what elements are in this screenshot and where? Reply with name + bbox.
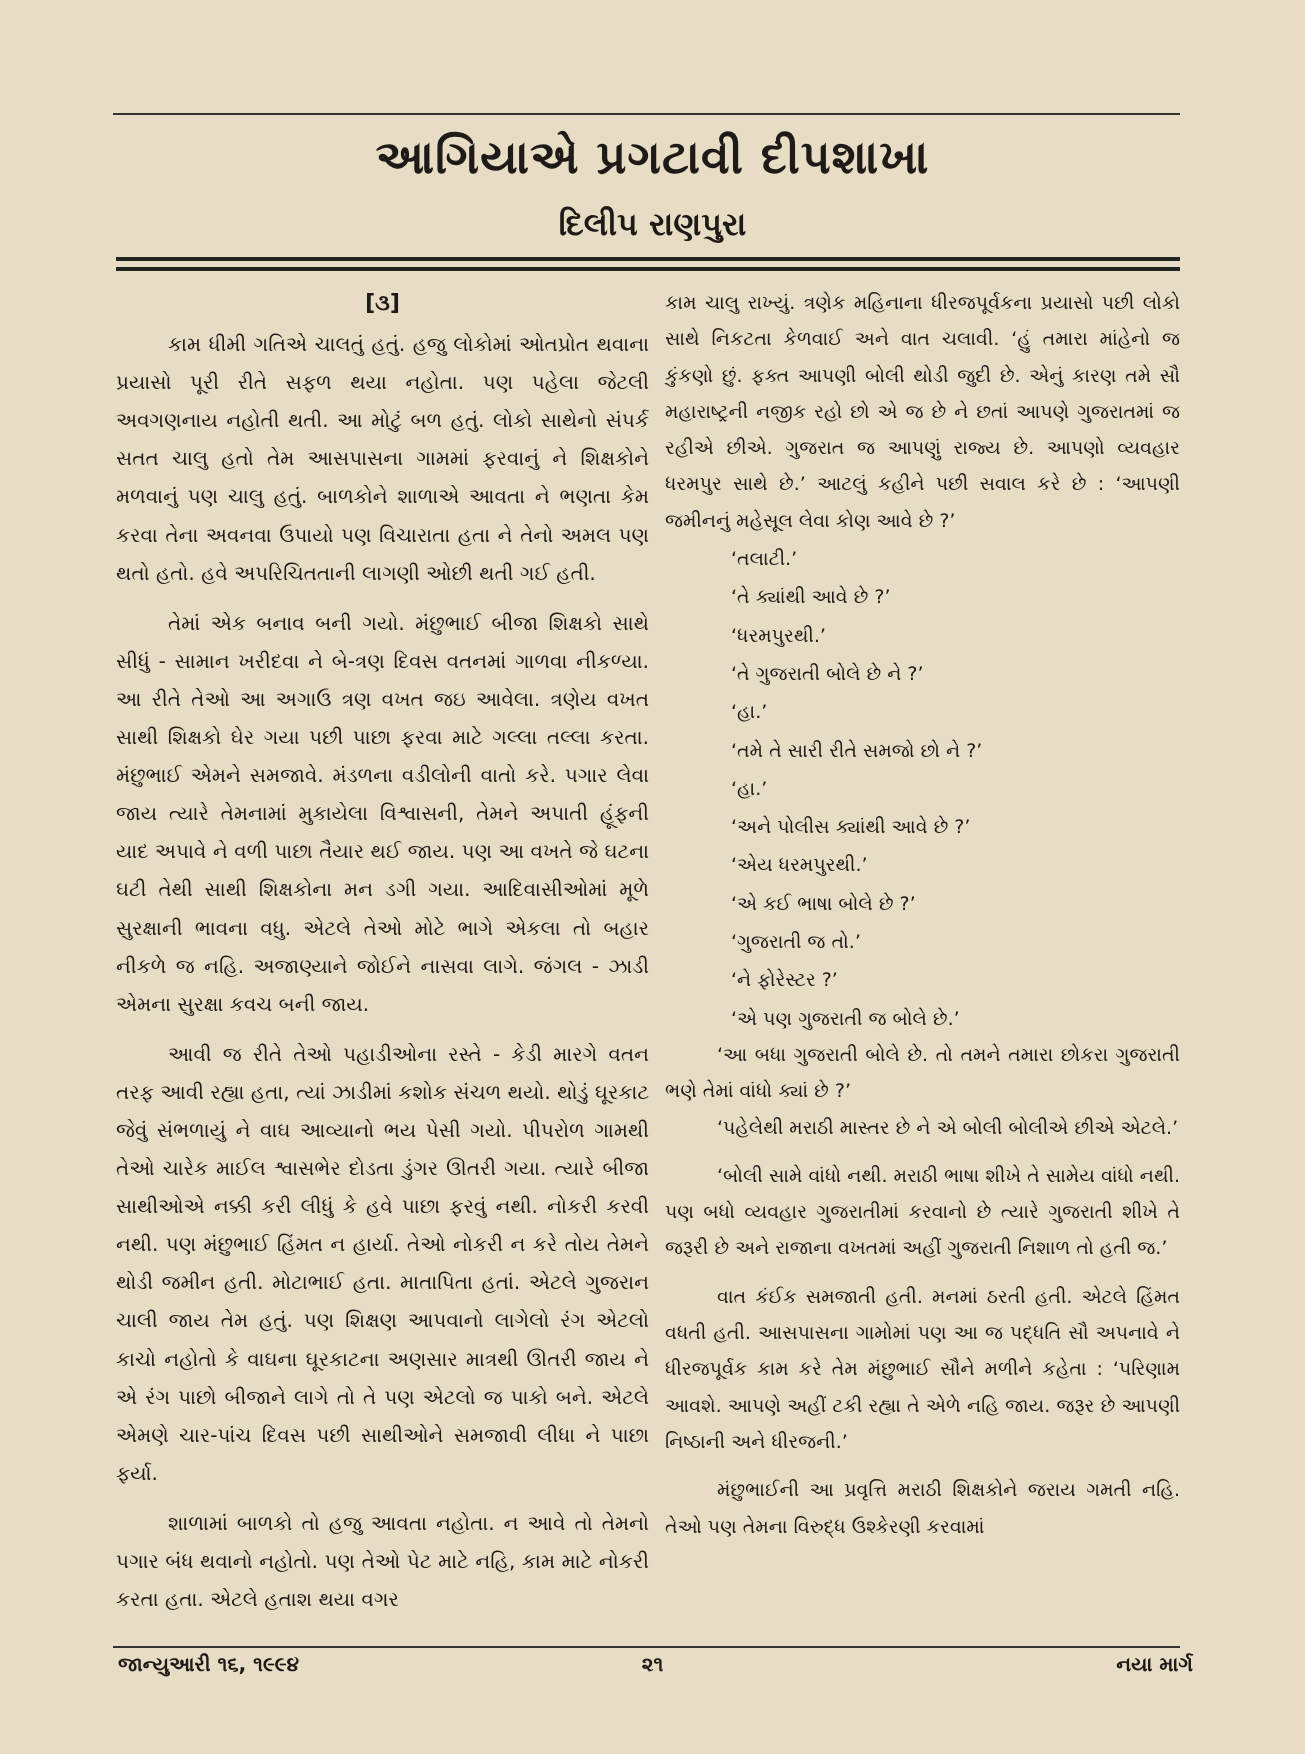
paragraph: ‘પહેલેથી મરાઠી માસ્તર છે ને એ બોલી બોલીએ છીએ એટલે.’	[717, 1116, 1179, 1139]
dialogue-line: ‘અને પોલીસ ક્યાંથી આવે છે ?’	[731, 816, 971, 839]
dialogue-line: ‘એય ધરમપુરથી.’	[731, 854, 868, 877]
paragraph: વાત કંઈક સમજાતી હતી. મનમાં ઠરતી હતી. એટલે હિંમત વધતી હતી. આસપાસના ગામોમાં પણ આ જ પદ્ધતિ સૌ અપનાવે ને ધીરજપૂર્વક કામ કરે તેમ મંછુભાઈ સૌને મળીને કહેતા : ‘પરિણામ આવશે. આપણે અહીં ટકી રહ્યા તે એળે નહિ જાય. જરૂર છે આપણી નિષ્ઠાની અને ધીરજની.’	[665, 1285, 1180, 1453]
dialogue-line: ‘ગુજરાતી જ તો.’	[731, 931, 861, 954]
dialogue-line: ‘હા.’	[731, 701, 768, 724]
footer-date: જાન્યુઆરી ૧૬, ૧૯૯૪	[118, 1652, 300, 1676]
top-rule	[113, 113, 1180, 115]
paragraph: શાળામાં બાળકો તો હજુ આવતા નહોતા. ન આવે તો તેમનો પગાર બંધ થવાનો નહોતો. પણ તેઓ પેટ માટે નહિ, કામ માટે નોકરી કરતા હતા. એટલે હતાશ થયા વગર	[116, 1510, 649, 1612]
title-double-rule-upper	[116, 257, 1180, 261]
paragraph: આવી જ રીતે તેઓ પહાડીઓના રસ્તે - કેડી મારગે વતન તરફ આવી રહ્યા હતા, ત્યાં ઝાડીમાં કશોક સંચળ થયો. થોડું ઘૂરકાટ જેવું સંભળાયું ને વાઘ આવ્યાનો ભય પેસી ગયો. પીપરોળ ગામથી તેઓ ચારેક માઈલ શ્વાસભેર દોડતા ડુંગર ઊતરી ગયા. ત્યારે બીજા સાથીઓએ નક્કી કરી લીધું કે હવે પાછા ફરવું નથી. નોકરી કરવી નથી. પણ મંછુભાઈ હિંમત ન હાર્યા. તેઓ નોકરી ન કરે તોય તેમને થોડી જમીન હતી. મોટાભાઈ હતા. માતાપિતા હતાં. એટલે ગુજરાન ચાલી જાય તેમ હતું. પણ શિક્ષણ આપવાનો લાગેલો રંગ એટલો કાચો નહોતો કે વાઘના ઘૂરકાટના અણસાર માત્રથી ઊતરી જાય ને એ રંગ પાછો બીજાને લાગે તો તે પણ એટલો જ પાકો બને. એટલે એમણે ચાર-પાંચ દિવસ પછી સાથીઓને સમજાવી લીધા ને પાછા ફર્યા.	[116, 1041, 649, 1485]
title-double-rule-lower	[116, 267, 1180, 271]
paragraph: ‘બોલી સામે વાંધો નથી. મરાઠી ભાષા શીખે તે સામેય વાંધો નથી. પણ બધો વ્યવહાર ગુજરાતીમાં કરવાનો છે ત્યારે ગુજરાતી શીખે તે જરૂરી છે અને રાજાના વખતમાં અહીં ગુજરાતી નિશાળ તો હતી જ.’	[665, 1164, 1180, 1260]
dialogue-line: ‘તે ક્યાંથી આવે છે ?’	[731, 586, 891, 609]
paragraph: ‘આ બધા ગુજરાતી બોલે છે. તો તમને તમારા છોકરા ગુજરાતી ભણે તેમાં વાંધો ક્યાં છે ?’	[665, 1043, 1180, 1103]
paragraph: તેમાં એક બનાવ બની ગયો. મંછુભાઈ બીજા શિક્ષકો સાથે સીધું - સામાન ખરીદવા ને બે-ત્રણ દિવસ વતનમાં ગાળવા નીકળ્યા. આ રીતે તેઓ આ અગાઉ ત્રણ વખત જઇ આવેલા. ત્રણેય વખત સાથી શિક્ષકો ઘેર ગયા પછી પાછા ફરવા માટે ગલ્લા તલ્લા કરતા. મંછુભાઈ એમને સમજાવે. મંડળના વડીલોની વાતો કરે. પગાર લેવા જાય ત્યારે તેમનામાં મુકાયેલા વિશ્વાસની, તેમને અપાતી હૂંફની યાદ અપાવે ને વળી પાછા તૈયાર થઈ જાય. પણ આ વખતે જે ઘટના ઘટી તેથી સાથી શિક્ષકોના મન ડગી ગયા. આદિવાસીઓમાં મૂળે સુરક્ષાની ભાવના વધુ. એટલે તેઓ મોટે ભાગે એકલા તો બહાર નીકળે જ નહિ. અજાણ્યાને જોઈને નાસવા લાગે. જંગલ - ઝાડી એમના સુરક્ષા કવચ બની જાય.	[116, 610, 649, 1016]
dialogue-line: ‘તમે તે સારી રીતે સમજો છો ને ?’	[731, 739, 983, 762]
dialogue-line: ‘એ પણ ગુજરાતી જ બોલે છે.’	[731, 1007, 960, 1030]
footer-rule	[113, 1646, 1180, 1648]
paragraph: કામ ધીમી ગતિએ ચાલતું હતું. હજુ લોકોમાં ઓતપ્રોત થવાના પ્રયાસો પૂરી રીતે સફળ થયા નહોતા. પણ પહેલા જેટલી અવગણનાય નહોતી થતી. આ મોટું બળ હતું. લોકો સાથેનો સંપર્ક સતત ચાલુ હતો તેમ આસપાસના ગામમાં ફરવાનું ને શિક્ષકોને મળવાનું પણ ચાલુ હતું. બાળકોને શાળાએ આવતા ને ભણતા કેમ કરવા તેના અવનવા ઉપાયો પણ વિચારાતા હતા ને તેનો અમલ પણ થતો હતો. હવે અપરિચિતતાની લાગણી ઓછી થતી ગઈ હતી.	[116, 332, 649, 585]
right-column	[665, 285, 1180, 1545]
article-title: આગિયાએ પ્રગટાવી દીપશાખા	[375, 130, 930, 184]
paragraph: કામ ચાલુ રાખ્યું. ત્રણેક મહિનાના ધીરજપૂર્વકના પ્રયાસો પછી લોકો સાથે નિકટતા કેળવાઈ અને વાત ચલાવી. ‘હું તમારા માંહેનો જ કુંકણો છું. ફક્ત આપણી બોલી થોડી જુદી છે. એનું કારણ તમે સૌ મહારાષ્ટ્રની નજીક રહો છો એ જ છે ને છતાં આપણે ગુજરાતમાં જ રહીએ છીએ. ગુજરાત જ આપણું રાજ્ય છે. આપણો વ્યવહાર ધરમપુર સાથે છે.’ આટલું કહીને પછી સવાલ કરે છે : ‘આપણી જમીનનું મહેસૂલ લેવા કોણ આવે છે ?’	[665, 292, 1180, 532]
publication-name: નયા માર્ગ	[1116, 1652, 1193, 1676]
dialogue-line: ‘તલાટી.’	[731, 548, 798, 571]
paragraph: મંછુભાઈની આ પ્રવૃત્તિ મરાઠી શિક્ષકોને જરાય ગમતી નહિ. તેઓ પણ તેમના વિરુદ્ધ ઉશ્કેરણી કરવામાં	[665, 1479, 1180, 1538]
dialogue-line: ‘તે ગુજરાતી બોલે છે ને ?’	[731, 662, 924, 685]
dialogue-line: ‘હા.’	[731, 777, 768, 800]
dialogue-line: ‘ને ફોરેસ્ટર ?’	[731, 969, 838, 992]
section-marker: [૩]	[365, 291, 400, 316]
article-author: દિલીપ રાણપુરા	[558, 205, 747, 243]
left-column	[116, 285, 649, 1618]
dialogue-line: ‘ધરમપુરથી.’	[731, 624, 826, 647]
dialogue-line: ‘એ કઈ ભાષા બોલે છે ?’	[731, 892, 916, 915]
page-number: ૨૧	[641, 1652, 664, 1676]
